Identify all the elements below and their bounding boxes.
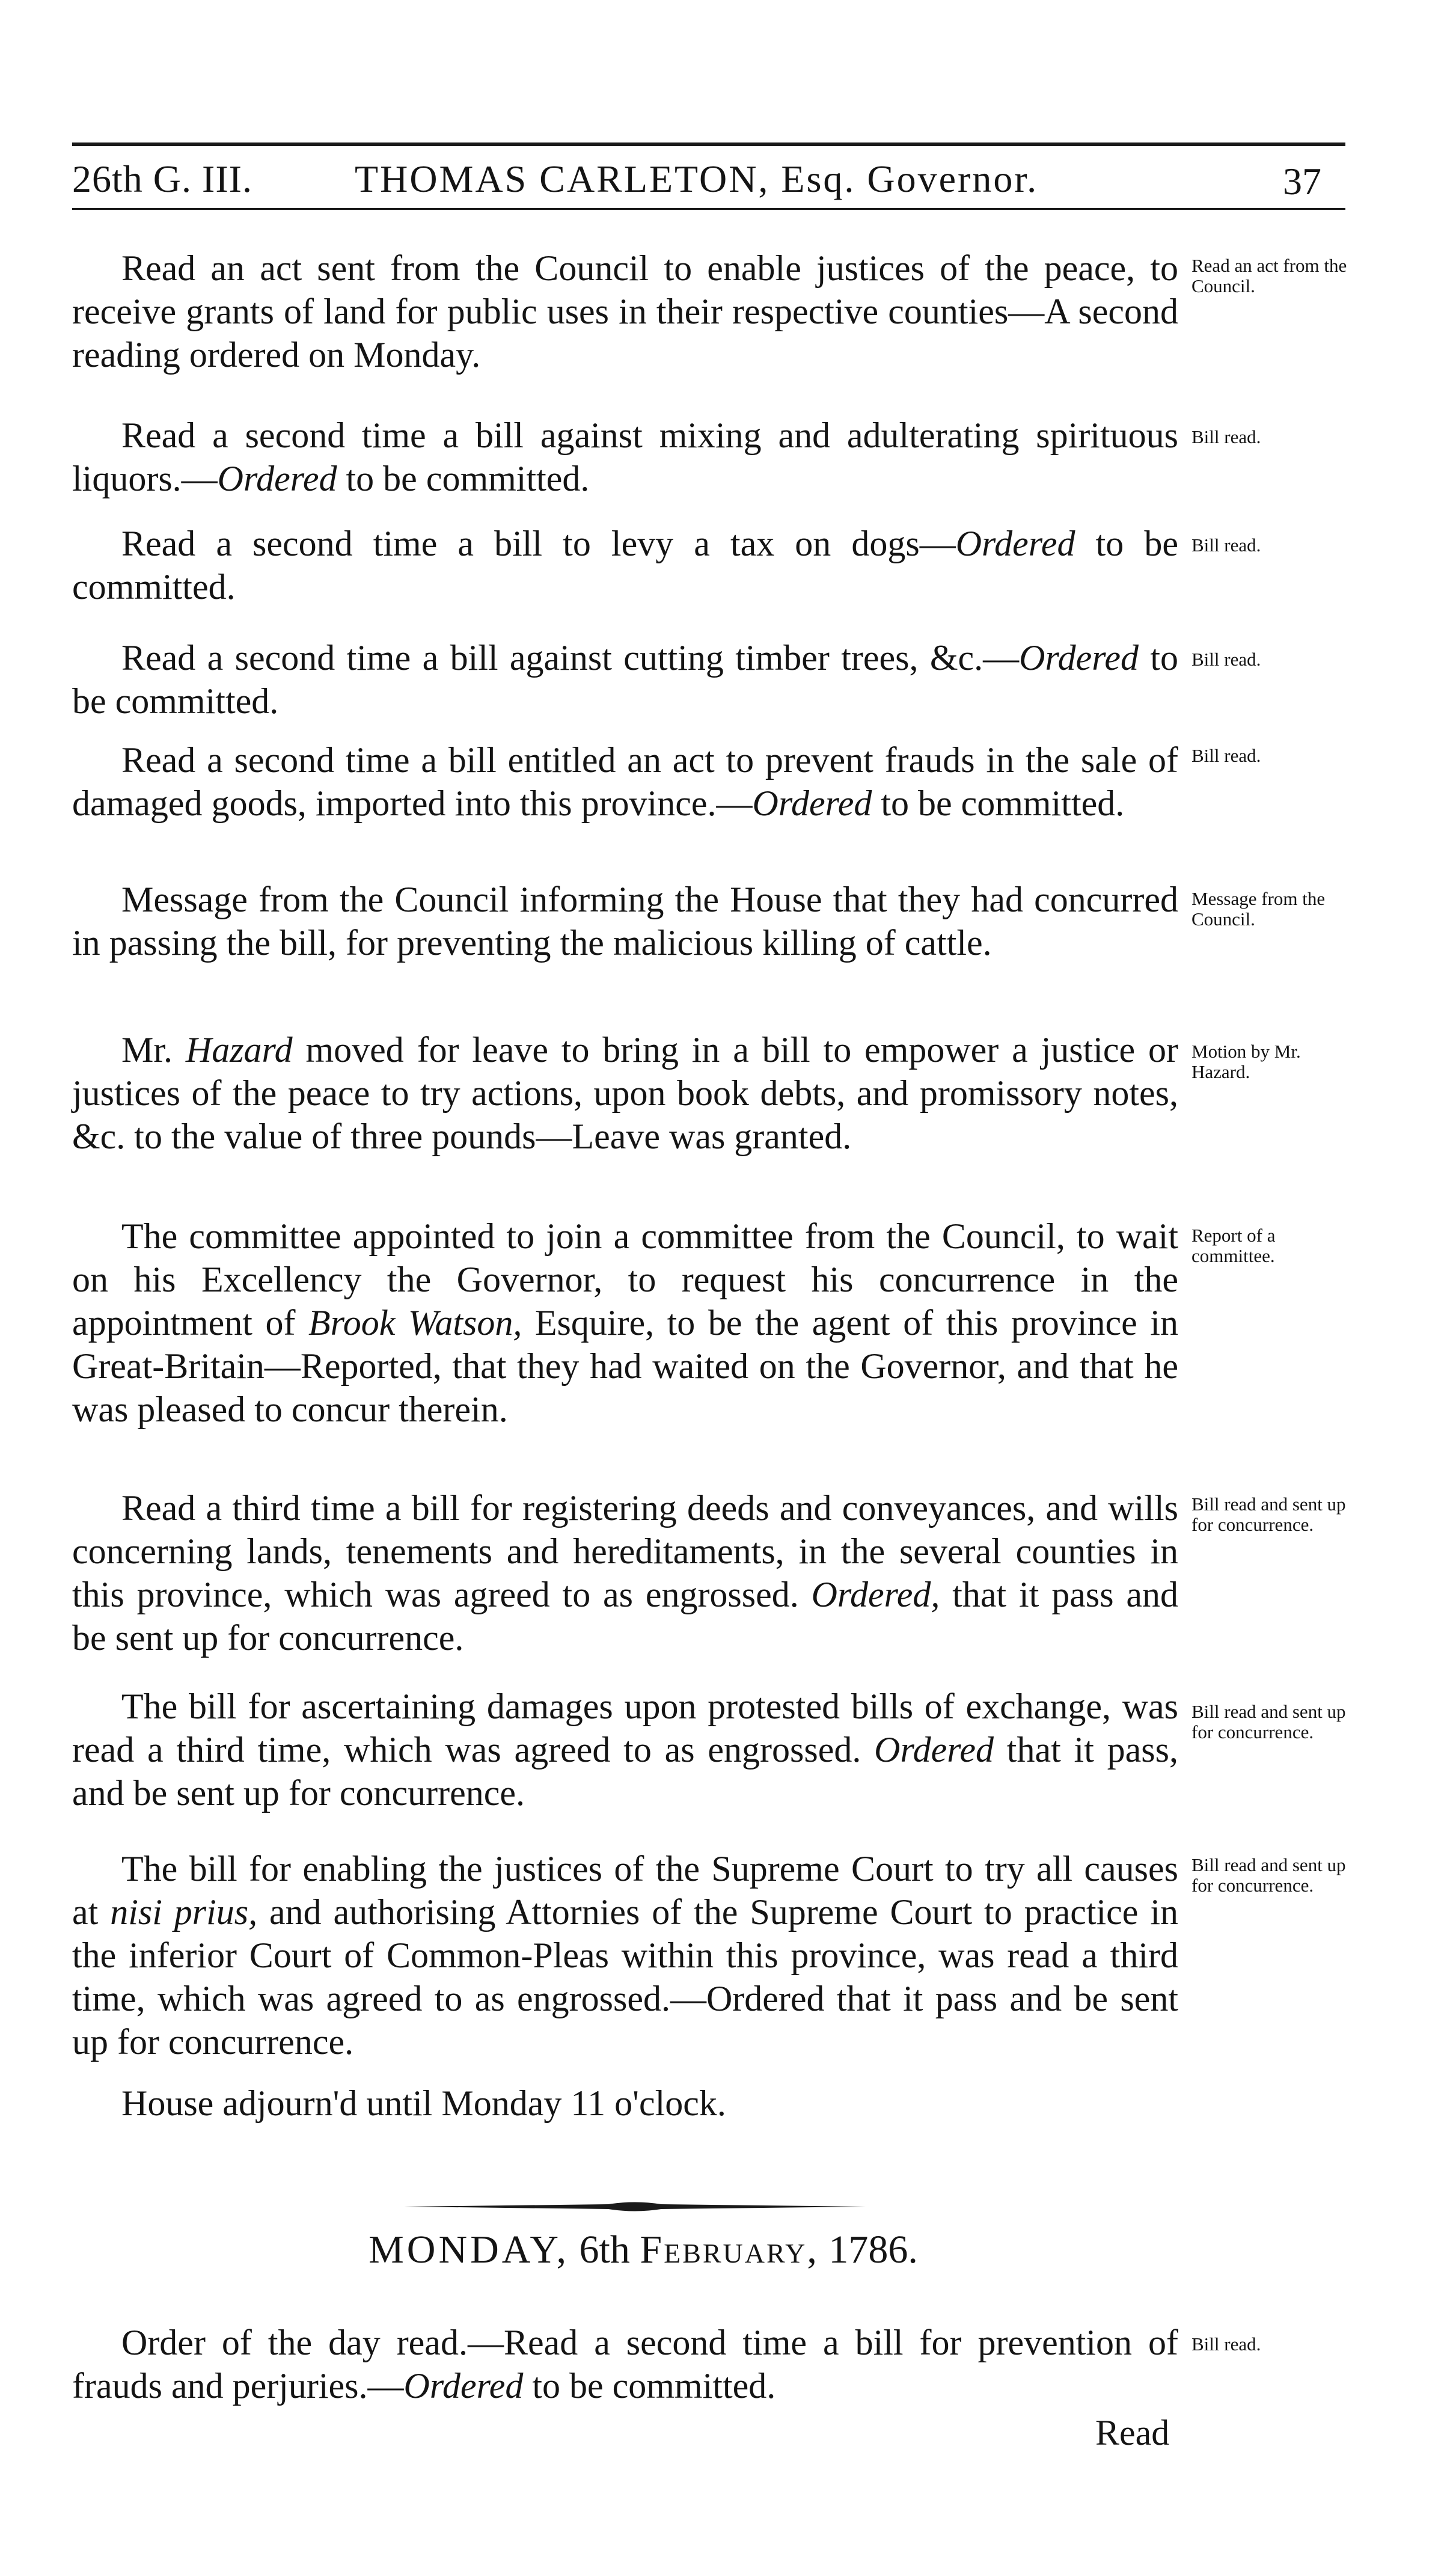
margin-note: Message from the Council. (1191, 888, 1326, 930)
margin-note: Bill read. (1191, 426, 1261, 447)
running-header (72, 155, 1345, 203)
day-date: 6th (579, 2228, 630, 2272)
journal-entry: House adjourn'd until Monday 11 o'clock. (121, 2083, 726, 2123)
ornamental-rule (404, 2198, 866, 2216)
year: 1786. (828, 2228, 918, 2272)
month: February, (640, 2228, 819, 2272)
header-rule-top (72, 142, 1345, 146)
margin-note: Read an act from the Council. (1191, 255, 1347, 296)
margin-note: Bill read and sent up for concurrence. (1191, 1854, 1346, 1896)
journal-entry: Read a second time a bill entitled an act to prevent frauds in the sale of damaged goods, imported into this province.—Ordered to be committed. (72, 740, 1178, 823)
regnal-year: 26th G. III. (72, 158, 252, 200)
header-rule-bottom (72, 208, 1345, 210)
header-title: THOMAS CARLETON, Esq. Governor. (355, 158, 1039, 200)
margin-note: Bill read. (1191, 745, 1261, 766)
journal-entry: Read a second time a bill against cutting timber trees, &c.—Ordered to be committed. (72, 638, 1178, 721)
journal-entry: Read a third time a bill for registering deeds and conveyances, and wills concerning lands, tenements and hereditaments, in the several counties in this province, which was agreed to as engrossed. Ordered, that it pass and be sent up for concurrence. (72, 1488, 1178, 1658)
margin-note: Motion by Mr. Hazard. (1191, 1041, 1301, 1082)
margin-note: Bill read. (1191, 649, 1261, 670)
margin-note: Report of a committee. (1191, 1225, 1276, 1266)
journal-entry: The bill for ascertaining damages upon protested bills of exchange, was read a third time, which was agreed to as engrossed. Ordered that it pass, and be sent up for concurrence. (72, 1687, 1178, 1813)
journal-entry: Message from the Council informing the House that they had concurred in passing the bill, for preventing the malicious killing of cattle. (72, 880, 1178, 963)
day-name: MONDAY, (369, 2228, 570, 2272)
margin-note: Bill read and sent up for concurrence. (1191, 1494, 1346, 1535)
journal-entry: Mr. Hazard moved for leave to bring in a bill to empower a justice or justices of the peace to try actions, upon book debts, and promissory notes, &c. to the value of three pounds—Leave was granted. (72, 1030, 1178, 1156)
margin-note: Bill read and sent up for concurrence. (1191, 1701, 1346, 1742)
journal-entry: The bill for enabling the justices of the Supreme Court to try all causes at nisi prius, and authorising Attornies of the Supreme Court to practice in the inferior Court of Common-Pleas within this province, was read a third time, which was agreed to as engrossed.—Ordered that it pass and be sent up for concurrence. (72, 1849, 1178, 2062)
margin-note: Bill read. (1191, 535, 1261, 556)
journal-entry: Order of the day read.—Read a second time a bill for prevention of frauds and perjuries.—Ordered to be committed. (72, 2323, 1178, 2406)
journal-entry: The committee appointed to join a committee from the Council, to wait on his Excellency the Governor, to request his concurrence in the appointment of Brook Watson, Esquire, to be the agent of this province in Great-Britain—Reported, that they had waited on the Governor, and that he was pleased to concur therein. (72, 1216, 1178, 1429)
journal-entry: Read a second time a bill to levy a tax on dogs—Ordered to be committed. (72, 524, 1178, 607)
journal-entry: Read a second time a bill against mixing and adulterating spirituous liquors.—Ordered to be committed. (72, 415, 1178, 498)
journal-entry: Read an act sent from the Council to enable justices of the peace, to receive grants of land for public uses in their respective counties—A second reading ordered on Monday. (72, 248, 1178, 375)
day-heading (72, 2225, 1214, 2275)
margin-note: Bill read. (1191, 2334, 1261, 2355)
catchword: Read (1095, 2413, 1170, 2453)
page-number: 37 (1283, 160, 1321, 203)
